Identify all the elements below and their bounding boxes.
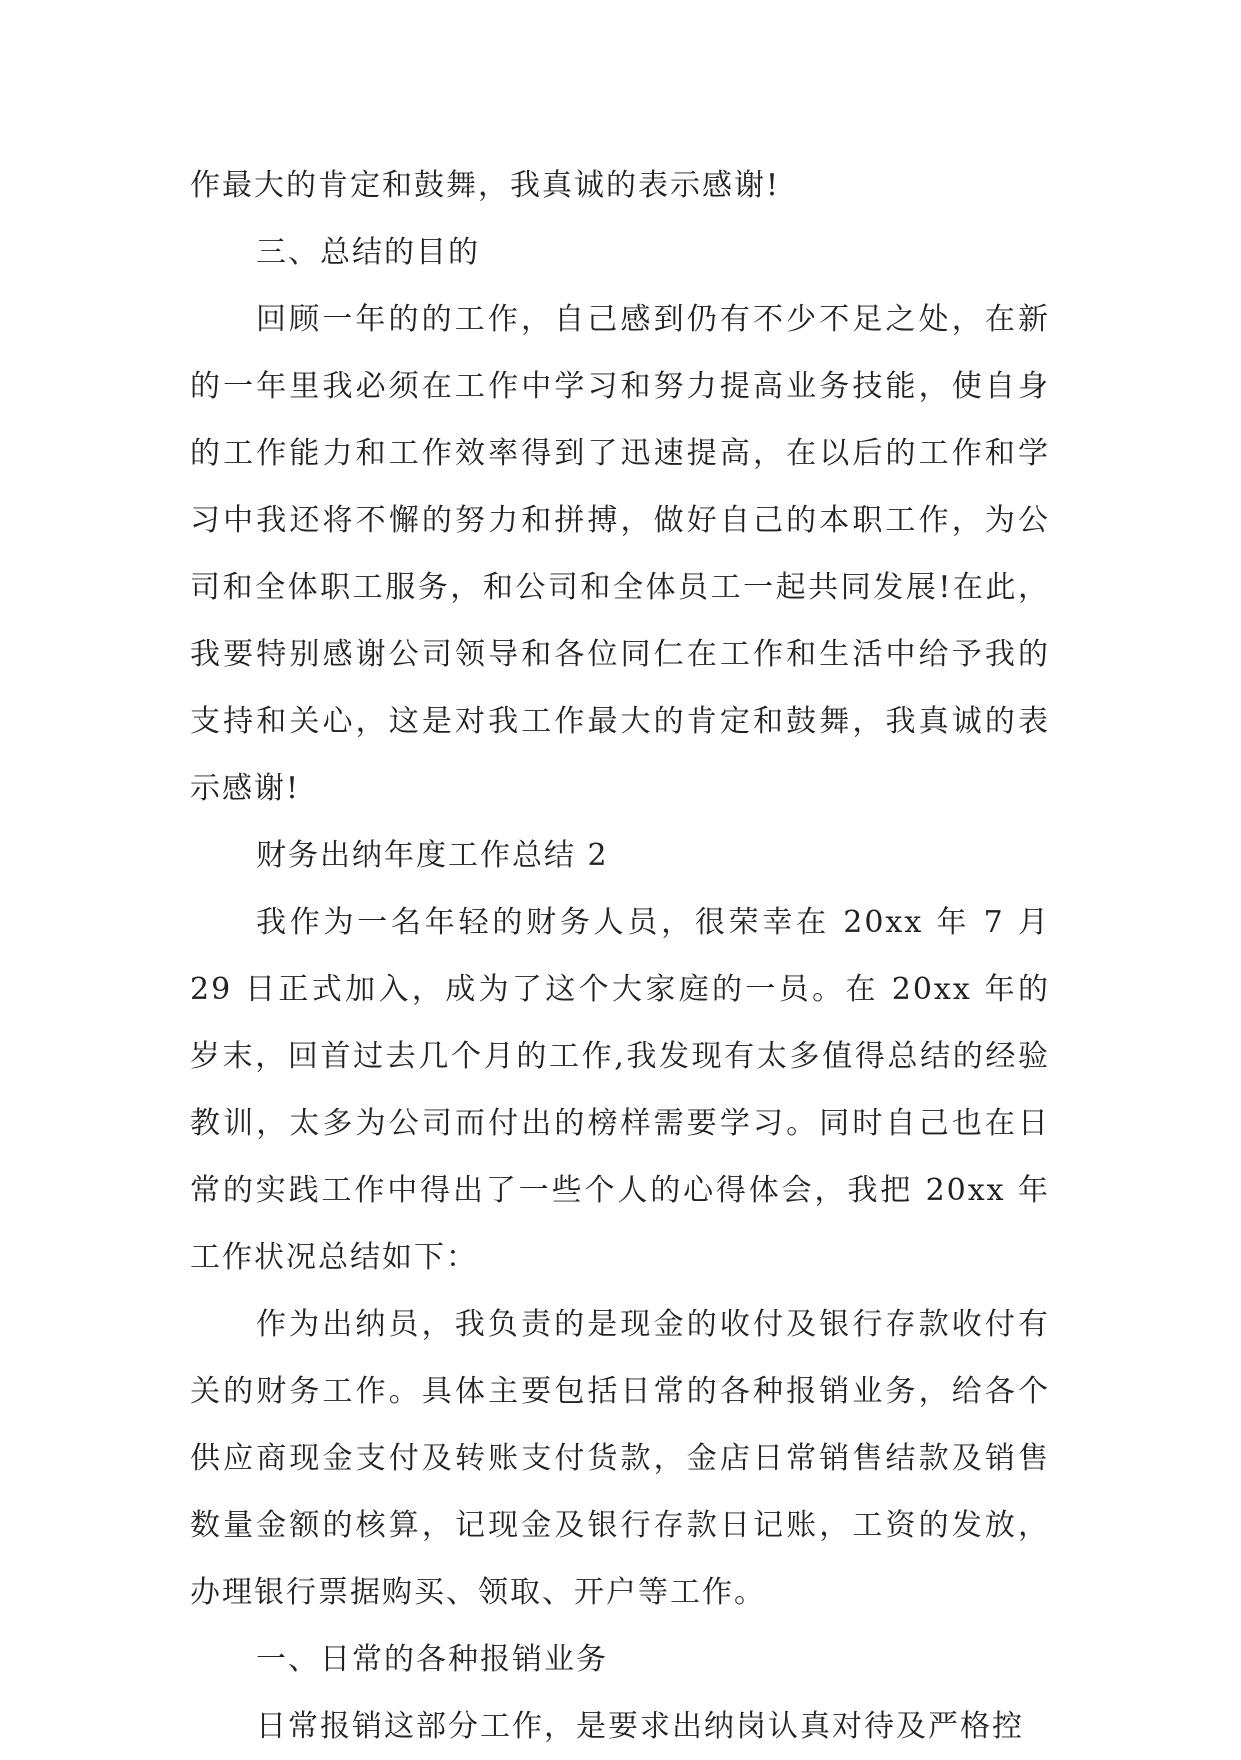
paragraph-introduction: 我作为一名年轻的财务人员，很荣幸在 20xx 年 7 月 29 日正式加入，成为了这个大家庭的一员。在 20xx 年的岁末，回首过去几个月的工作,我发现有太多值得总结的经验教训，太多为公司而付出的榜样需要学习。同时自己也在日常的实践工作中得出了一些个人的心得体会，我把 20xx 年工作状况总结如下： <box>190 905 1050 1275</box>
document-body <box>190 152 1050 1760</box>
paragraph-duties: 作为出纳员，我负责的是现金的收付及银行存款收付有关的财务工作。具体主要包括日常的各种报销业务，给各个供应商现金支付及转账支付货款，金店日常销售结款及销售数量金额的核算，记现金及银行存款日记账，工资的发放，办理银行票据购买、领取、开户等工作。 <box>190 1307 1050 1610</box>
document-title-2: 财务出纳年度工作总结 2 <box>256 838 609 873</box>
section-heading-reimbursement: 一、日常的各种报销业务 <box>256 1642 608 1677</box>
paragraph-review: 回顾一年的的工作，自己感到仍有不少不足之处，在新的一年里我必须在工作中学习和努力提高业务技能，使自身的工作能力和工作效率得到了迅速提高，在以后的工作和学习中我还将不懈的努力和拼搏，做好自己的本职工作，为公司和全体职工服务，和公司和全体员工一起共同发展!在此，我要特别感谢公司领导和各位同仁在工作和生活中给予我的支持和关心，这是对我工作最大的肯定和鼓舞，我真诚的表示感谢! <box>190 302 1050 806</box>
section-heading-summary-purpose: 三、总结的目的 <box>256 235 480 270</box>
paragraph-reimbursement: 日常报销这部分工作，是要求出纳岗认真对待及严格控 <box>256 1709 1024 1744</box>
paragraph-continuation: 作最大的肯定和鼓舞，我真诚的表示感谢! <box>190 168 781 203</box>
